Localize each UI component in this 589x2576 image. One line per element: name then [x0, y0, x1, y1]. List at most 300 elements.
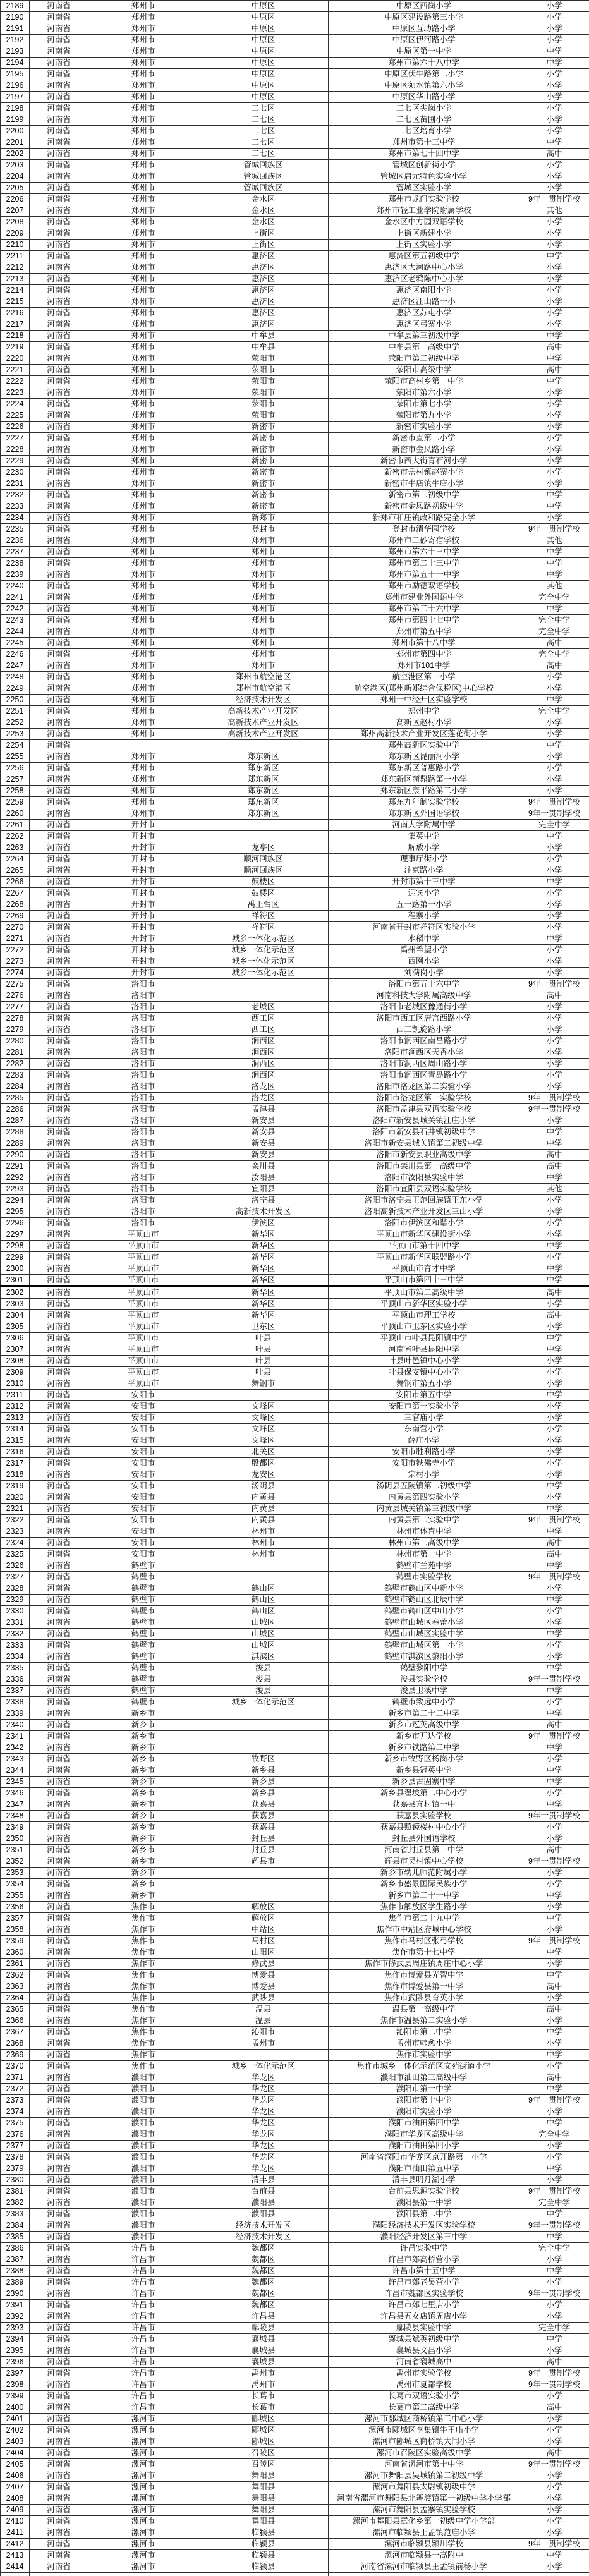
- school-name-cell[interactable]: 郑州市龙门实验学校: [329, 194, 519, 205]
- school-name-cell[interactable]: 安阳市第一实验小学: [329, 1401, 519, 1413]
- row-number-cell[interactable]: 2212: [1, 262, 30, 274]
- district-cell[interactable]: 召陵区: [198, 2459, 329, 2470]
- school-type-cell[interactable]: 9年一贯制学校: [519, 2379, 589, 2391]
- district-cell[interactable]: [198, 1868, 329, 1879]
- school-name-cell[interactable]: 洛阳市第五十六中学: [329, 979, 519, 990]
- district-cell[interactable]: 魏都区: [198, 2266, 329, 2277]
- school-type-cell[interactable]: 9年一贯制学校: [519, 2459, 589, 2470]
- school-type-cell[interactable]: 9年一贯制学校: [519, 2186, 589, 2197]
- province-cell[interactable]: 河南省: [30, 399, 88, 410]
- district-cell[interactable]: 舞阳县: [198, 2482, 329, 2493]
- school-type-cell[interactable]: 小学: [519, 1754, 589, 1765]
- city-cell[interactable]: 郑州市: [88, 422, 198, 433]
- district-cell[interactable]: 郑州市: [198, 660, 329, 672]
- school-type-cell[interactable]: 小学: [519, 2414, 589, 2425]
- district-cell[interactable]: 鹤山区: [198, 1606, 329, 1617]
- school-type-cell[interactable]: 小学: [519, 410, 589, 422]
- school-type-cell[interactable]: 高中: [519, 990, 589, 1002]
- school-name-cell[interactable]: 新郑市和庄镇政和路完全小学: [329, 513, 519, 524]
- row-number-cell[interactable]: 2406: [1, 2470, 30, 2482]
- school-type-cell[interactable]: 小学: [519, 126, 589, 137]
- school-name-cell[interactable]: 鹤壁黎阳中学: [329, 1663, 519, 1674]
- city-cell[interactable]: 漯河市: [88, 2470, 198, 2482]
- province-cell[interactable]: 河南省: [30, 854, 88, 865]
- district-cell[interactable]: 城乡一体化示范区: [198, 956, 329, 968]
- row-number-cell[interactable]: 2395: [1, 2345, 30, 2357]
- city-cell[interactable]: 郑州市: [88, 786, 198, 797]
- school-name-cell[interactable]: 西网小学: [329, 956, 519, 968]
- city-cell[interactable]: 郑州市: [88, 751, 198, 763]
- city-cell[interactable]: 郑州市: [88, 672, 198, 683]
- row-number-cell[interactable]: 2247: [1, 660, 30, 672]
- school-type-cell[interactable]: 中学: [519, 558, 589, 569]
- province-cell[interactable]: 河南省: [30, 1206, 88, 1218]
- school-type-cell[interactable]: 小学: [519, 1651, 589, 1663]
- row-number-cell[interactable]: 2404: [1, 2448, 30, 2459]
- city-cell[interactable]: 郑州市: [88, 376, 198, 387]
- city-cell[interactable]: 洛阳市: [88, 1093, 198, 1104]
- district-cell[interactable]: 荥阳市: [198, 387, 329, 399]
- city-cell[interactable]: 洛阳市: [88, 1081, 198, 1093]
- row-number-cell[interactable]: 2280: [1, 1036, 30, 1047]
- school-name-cell[interactable]: 平顶山市新华区联盟路小学: [329, 1252, 519, 1263]
- row-number-cell[interactable]: 2237: [1, 547, 30, 558]
- row-number-cell[interactable]: 2403: [1, 2436, 30, 2448]
- school-type-cell[interactable]: 小学: [519, 422, 589, 433]
- district-cell[interactable]: 新华区: [198, 1299, 329, 1310]
- city-cell[interactable]: 郑州市: [88, 274, 198, 285]
- province-cell[interactable]: 河南省: [30, 2436, 88, 2448]
- district-cell[interactable]: 清丰县: [198, 2175, 329, 2186]
- school-name-cell[interactable]: 荥阳市高级中学: [329, 365, 519, 376]
- province-cell[interactable]: 河南省: [30, 2425, 88, 2436]
- school-type-cell[interactable]: 小学: [519, 467, 589, 478]
- province-cell[interactable]: 河南省: [30, 1104, 88, 1115]
- district-cell[interactable]: 郑州市: [198, 592, 329, 604]
- province-cell[interactable]: 河南省: [30, 1059, 88, 1070]
- row-number-cell[interactable]: 2374: [1, 2106, 30, 2118]
- city-cell[interactable]: 洛阳市: [88, 1184, 198, 1195]
- district-cell[interactable]: 牧野区: [198, 1754, 329, 1765]
- province-cell[interactable]: 河南省: [30, 1299, 88, 1310]
- district-cell[interactable]: 汤阴县: [198, 1481, 329, 1492]
- row-number-cell[interactable]: 2307: [1, 1344, 30, 1356]
- city-cell[interactable]: 新乡市: [88, 1879, 198, 1890]
- city-cell[interactable]: 鹤壁市: [88, 1640, 198, 1651]
- school-type-cell[interactable]: 高中: [519, 1161, 589, 1172]
- row-number-cell[interactable]: 2370: [1, 2061, 30, 2072]
- province-cell[interactable]: 河南省: [30, 2072, 88, 2084]
- province-cell[interactable]: 河南省: [30, 160, 88, 171]
- row-number-cell[interactable]: 2230: [1, 467, 30, 478]
- school-type-cell[interactable]: 小学: [519, 1024, 589, 1036]
- school-name-cell[interactable]: 内黄县城关镇第三初级中学: [329, 1504, 519, 1515]
- district-cell[interactable]: 新乡县: [198, 1788, 329, 1799]
- school-name-cell[interactable]: 河南科技大学附属高级中学: [329, 990, 519, 1002]
- city-cell[interactable]: 平顶山市: [88, 1333, 198, 1344]
- district-cell[interactable]: 新华区: [198, 1241, 329, 1252]
- school-name-cell[interactable]: 禹州市夏都学校: [329, 2379, 519, 2391]
- province-cell[interactable]: 河南省: [30, 831, 88, 842]
- city-cell[interactable]: 漯河市: [88, 2448, 198, 2459]
- school-type-cell[interactable]: 高中: [519, 2072, 589, 2084]
- school-name-cell[interactable]: 濮阳市油田第四小学: [329, 2141, 519, 2152]
- province-cell[interactable]: 河南省: [30, 2220, 88, 2232]
- school-type-cell[interactable]: 小学: [519, 2425, 589, 2436]
- province-cell[interactable]: 河南省: [30, 2197, 88, 2209]
- province-cell[interactable]: 河南省: [30, 92, 88, 103]
- city-cell[interactable]: 郑州市: [88, 342, 198, 353]
- school-name-cell[interactable]: 鹤壁市兰苑中学: [329, 1560, 519, 1572]
- school-name-cell[interactable]: 迎宾小学: [329, 888, 519, 899]
- school-name-cell[interactable]: 新乡县古固寨中学: [329, 1777, 519, 1788]
- school-name-cell[interactable]: 洛阳市新安县石井镇初级中学: [329, 1127, 519, 1138]
- row-number-cell[interactable]: 2283: [1, 1070, 30, 1081]
- district-cell[interactable]: 汝阳县: [198, 1172, 329, 1184]
- row-number-cell[interactable]: 2234: [1, 513, 30, 524]
- province-cell[interactable]: 河南省: [30, 478, 88, 490]
- row-number-cell[interactable]: 2398: [1, 2379, 30, 2391]
- district-cell[interactable]: 惠济区: [198, 285, 329, 296]
- school-type-cell[interactable]: 小学: [519, 240, 589, 251]
- district-cell[interactable]: 临颍县: [198, 2550, 329, 2561]
- school-type-cell[interactable]: 9年一贯制学校: [519, 1856, 589, 1868]
- school-name-cell[interactable]: 洛阳市伊滨区和谐小学: [329, 1218, 519, 1229]
- row-number-cell[interactable]: 2310: [1, 1378, 30, 1390]
- city-cell[interactable]: 安阳市: [88, 1469, 198, 1481]
- school-name-cell[interactable]: 河南省开封市祥符区实验小学: [329, 922, 519, 933]
- province-cell[interactable]: 河南省: [30, 319, 88, 331]
- province-cell[interactable]: 河南省: [30, 1640, 88, 1651]
- row-number-cell[interactable]: 2326: [1, 1560, 30, 1572]
- school-name-cell[interactable]: 郑州市第四中学: [329, 649, 519, 660]
- district-cell[interactable]: 金水区: [198, 205, 329, 217]
- school-type-cell[interactable]: 小学: [519, 183, 589, 194]
- city-cell[interactable]: 鹤壁市: [88, 1560, 198, 1572]
- province-cell[interactable]: 河南省: [30, 1150, 88, 1161]
- province-cell[interactable]: 河南省: [30, 2266, 88, 2277]
- district-cell[interactable]: 舞阳县: [198, 2505, 329, 2516]
- district-cell[interactable]: 新密市: [198, 422, 329, 433]
- school-type-cell[interactable]: 小学: [519, 1378, 589, 1390]
- school-name-cell[interactable]: 郑州市第十三中学: [329, 137, 519, 149]
- school-name-cell[interactable]: 郑州市二砂寄宿学校: [329, 535, 519, 547]
- school-name-cell[interactable]: 惠济区大河路中心小学: [329, 262, 519, 274]
- city-cell[interactable]: 郑州市: [88, 1, 198, 12]
- school-name-cell[interactable]: 浚县实验学校: [329, 1674, 519, 1686]
- school-name-cell[interactable]: 许昌市郊老吴营小学: [329, 2277, 519, 2288]
- row-number-cell[interactable]: 2372: [1, 2084, 30, 2095]
- district-cell[interactable]: 淇滨区: [198, 1651, 329, 1663]
- row-number-cell[interactable]: 2397: [1, 2368, 30, 2379]
- school-type-cell[interactable]: 高中: [519, 1845, 589, 1856]
- district-cell[interactable]: 林州市: [198, 1526, 329, 1538]
- district-cell[interactable]: 新华区: [198, 1263, 329, 1275]
- district-cell[interactable]: 鹤山区: [198, 1583, 329, 1595]
- city-cell[interactable]: 郑州市: [88, 490, 198, 501]
- district-cell[interactable]: 内黄县: [198, 1492, 329, 1504]
- province-cell[interactable]: 河南省: [30, 1708, 88, 1720]
- province-cell[interactable]: 河南省: [30, 1856, 88, 1868]
- school-name-cell[interactable]: 漯河市召陵区实验高级中学: [329, 2448, 519, 2459]
- school-type-cell[interactable]: 9年一贯制学校: [519, 797, 589, 808]
- province-cell[interactable]: 河南省: [30, 968, 88, 979]
- province-cell[interactable]: 河南省: [30, 1, 88, 12]
- school-name-cell[interactable]: 航空港区(郑州新郑综合保税区)中心学校: [329, 683, 519, 695]
- district-cell[interactable]: 高新技术产业开发区: [198, 717, 329, 729]
- province-cell[interactable]: 河南省: [30, 1674, 88, 1686]
- city-cell[interactable]: 郑州市: [88, 444, 198, 456]
- district-cell[interactable]: 金水区: [198, 217, 329, 228]
- school-name-cell[interactable]: 洛阳市新安县城关镇第二初级中学: [329, 1138, 519, 1150]
- row-number-cell[interactable]: 2337: [1, 1686, 30, 1697]
- school-type-cell[interactable]: 小学: [519, 865, 589, 877]
- province-cell[interactable]: 河南省: [30, 649, 88, 660]
- school-name-cell[interactable]: 内黄县第二实验中学: [329, 1515, 519, 1526]
- row-number-cell[interactable]: 2199: [1, 114, 30, 126]
- school-type-cell[interactable]: 小学: [519, 12, 589, 23]
- row-number-cell[interactable]: 2342: [1, 1742, 30, 1754]
- school-type-cell[interactable]: 中学: [519, 1595, 589, 1606]
- province-cell[interactable]: 河南省: [30, 2163, 88, 2175]
- province-cell[interactable]: 河南省: [30, 933, 88, 945]
- province-cell[interactable]: 河南省: [30, 342, 88, 353]
- row-number-cell[interactable]: 2224: [1, 399, 30, 410]
- school-type-cell[interactable]: 高中: [519, 660, 589, 672]
- school-name-cell[interactable]: 郑州市第四十七中学: [329, 615, 519, 626]
- province-cell[interactable]: 河南省: [30, 217, 88, 228]
- province-cell[interactable]: 河南省: [30, 2106, 88, 2118]
- row-number-cell[interactable]: 2193: [1, 46, 30, 58]
- school-type-cell[interactable]: 小学: [519, 1822, 589, 1833]
- city-cell[interactable]: 新乡市: [88, 1731, 198, 1742]
- school-name-cell[interactable]: 焦作市修武县周庄镇周庄中心小学: [329, 1959, 519, 1970]
- district-cell[interactable]: 解放区: [198, 1913, 329, 1924]
- row-number-cell[interactable]: 2353: [1, 1868, 30, 1879]
- district-cell[interactable]: 新密市: [198, 490, 329, 501]
- school-type-cell[interactable]: 小学: [519, 2561, 589, 2573]
- city-cell[interactable]: 郑州市: [88, 126, 198, 137]
- city-cell[interactable]: 新乡市: [88, 1856, 198, 1868]
- school-name-cell[interactable]: 程寨小学: [329, 911, 519, 922]
- province-cell[interactable]: 河南省: [30, 2175, 88, 2186]
- row-number-cell[interactable]: 2354: [1, 1879, 30, 1890]
- row-number-cell[interactable]: 2361: [1, 1959, 30, 1970]
- school-type-cell[interactable]: 中学: [519, 376, 589, 387]
- district-cell[interactable]: 新密市: [198, 444, 329, 456]
- school-type-cell[interactable]: 高中: [519, 1150, 589, 1161]
- school-type-cell[interactable]: 小学: [519, 1640, 589, 1651]
- province-cell[interactable]: 河南省: [30, 2379, 88, 2391]
- city-cell[interactable]: 许昌市: [88, 2311, 198, 2323]
- province-cell[interactable]: 河南省: [30, 2391, 88, 2402]
- school-name-cell[interactable]: 洛阳市孟津县双语实验学校: [329, 1104, 519, 1115]
- school-type-cell[interactable]: 9年一贯制学校: [519, 2368, 589, 2379]
- row-number-cell[interactable]: 2228: [1, 444, 30, 456]
- province-cell[interactable]: 河南省: [30, 1195, 88, 1206]
- city-cell[interactable]: 平顶山市: [88, 1356, 198, 1367]
- province-cell[interactable]: 河南省: [30, 911, 88, 922]
- district-cell[interactable]: 经济技术开发区: [198, 695, 329, 706]
- row-number-cell[interactable]: 2205: [1, 183, 30, 194]
- city-cell[interactable]: 漯河市: [88, 2561, 198, 2573]
- row-number-cell[interactable]: 2221: [1, 365, 30, 376]
- school-type-cell[interactable]: 小学: [519, 956, 589, 968]
- city-cell[interactable]: 安阳市: [88, 1492, 198, 1504]
- province-cell[interactable]: 河南省: [30, 2345, 88, 2357]
- city-cell[interactable]: 焦作市: [88, 1913, 198, 1924]
- city-cell[interactable]: 鹤壁市: [88, 1606, 198, 1617]
- school-name-cell[interactable]: 长葛市双语实验小学: [329, 2391, 519, 2402]
- city-cell[interactable]: 新乡市: [88, 1890, 198, 1902]
- city-cell[interactable]: 郑州市: [88, 240, 198, 251]
- school-type-cell[interactable]: 中学: [519, 1275, 589, 1287]
- school-name-cell[interactable]: 辉县市吴村镇中心学校: [329, 1856, 519, 1868]
- row-number-cell[interactable]: 2296: [1, 1218, 30, 1229]
- school-name-cell[interactable]: 水稻中学: [329, 933, 519, 945]
- school-type-cell[interactable]: 小学: [519, 729, 589, 740]
- city-cell[interactable]: 漯河市: [88, 2550, 198, 2561]
- row-number-cell[interactable]: 2282: [1, 1059, 30, 1070]
- school-name-cell[interactable]: 许昌市魏都区实验学校: [329, 2288, 519, 2300]
- school-name-cell[interactable]: 孟州市韩愈小学: [329, 2038, 519, 2050]
- province-cell[interactable]: 河南省: [30, 2311, 88, 2323]
- province-cell[interactable]: 河南省: [30, 1538, 88, 1549]
- city-cell[interactable]: 郑州市: [88, 467, 198, 478]
- district-cell[interactable]: 华龙区: [198, 2072, 329, 2084]
- district-cell[interactable]: 封丘县: [198, 1845, 329, 1856]
- row-number-cell[interactable]: 2393: [1, 2323, 30, 2334]
- city-cell[interactable]: 濮阳市: [88, 2186, 198, 2197]
- province-cell[interactable]: 河南省: [30, 1697, 88, 1708]
- school-name-cell[interactable]: 中原区伊河路小学: [329, 35, 519, 46]
- school-type-cell[interactable]: 小学: [519, 171, 589, 183]
- district-cell[interactable]: 博爱县: [198, 1981, 329, 1993]
- school-type-cell[interactable]: 小学: [519, 1617, 589, 1629]
- school-type-cell[interactable]: 9年一贯制学校: [519, 1731, 589, 1742]
- province-cell[interactable]: 河南省: [30, 569, 88, 581]
- row-number-cell[interactable]: 2226: [1, 422, 30, 433]
- city-cell[interactable]: 郑州市: [88, 399, 198, 410]
- district-cell[interactable]: 荥阳市: [198, 399, 329, 410]
- city-cell[interactable]: 焦作市: [88, 2004, 198, 2015]
- school-type-cell[interactable]: 小学: [519, 103, 589, 114]
- row-number-cell[interactable]: 2312: [1, 1401, 30, 1413]
- school-name-cell[interactable]: 洛阳市涧西区南昌路小学: [329, 1036, 519, 1047]
- school-type-cell[interactable]: 中学: [519, 1686, 589, 1697]
- province-cell[interactable]: 河南省: [30, 774, 88, 786]
- district-cell[interactable]: 惠济区: [198, 296, 329, 308]
- school-type-cell[interactable]: 完全中学: [519, 626, 589, 638]
- province-cell[interactable]: 河南省: [30, 331, 88, 342]
- school-type-cell[interactable]: 中学: [519, 353, 589, 365]
- district-cell[interactable]: 殷都区: [198, 1458, 329, 1469]
- school-name-cell[interactable]: 郑州市第二十六中学: [329, 604, 519, 615]
- school-type-cell[interactable]: 小学: [519, 92, 589, 103]
- school-name-cell[interactable]: 鹤壁市淇滨区黎阳小学: [329, 1651, 519, 1663]
- school-name-cell[interactable]: 获嘉县照镜楼村中心小学: [329, 1822, 519, 1833]
- row-number-cell[interactable]: 2338: [1, 1697, 30, 1708]
- school-type-cell[interactable]: 小学: [519, 854, 589, 865]
- school-name-cell[interactable]: 惠济区弓寨小学: [329, 319, 519, 331]
- row-number-cell[interactable]: 2190: [1, 12, 30, 23]
- city-cell[interactable]: 郑州市: [88, 717, 198, 729]
- province-cell[interactable]: 河南省: [30, 1115, 88, 1127]
- province-cell[interactable]: 河南省: [30, 1252, 88, 1263]
- row-number-cell[interactable]: 2252: [1, 717, 30, 729]
- row-number-cell[interactable]: 2260: [1, 808, 30, 820]
- province-cell[interactable]: 河南省: [30, 1959, 88, 1970]
- district-cell[interactable]: 管城回族区: [198, 160, 329, 171]
- row-number-cell[interactable]: 2368: [1, 2038, 30, 2050]
- school-type-cell[interactable]: 中学: [519, 1127, 589, 1138]
- school-type-cell[interactable]: 小学: [519, 1321, 589, 1333]
- city-cell[interactable]: 鹤壁市: [88, 1674, 198, 1686]
- province-cell[interactable]: 河南省: [30, 763, 88, 774]
- province-cell[interactable]: 河南省: [30, 1731, 88, 1742]
- school-type-cell[interactable]: 小学: [519, 1218, 589, 1229]
- school-type-cell[interactable]: 高中: [519, 1287, 589, 1299]
- district-cell[interactable]: 二七区: [198, 137, 329, 149]
- city-cell[interactable]: 洛阳市: [88, 1059, 198, 1070]
- city-cell[interactable]: 平顶山市: [88, 1287, 198, 1299]
- province-cell[interactable]: 河南省: [30, 69, 88, 80]
- school-name-cell[interactable]: 洛阳高新技术产业开发区三山小学: [329, 1206, 519, 1218]
- city-cell[interactable]: 鹤壁市: [88, 1617, 198, 1629]
- province-cell[interactable]: 河南省: [30, 1833, 88, 1845]
- district-cell[interactable]: 鼓楼区: [198, 888, 329, 899]
- city-cell[interactable]: 洛阳市: [88, 1195, 198, 1206]
- school-name-cell[interactable]: 管城区启元特色实验小学: [329, 171, 519, 183]
- district-cell[interactable]: 郑州市航空港区: [198, 683, 329, 695]
- school-name-cell[interactable]: 漯河市舞阳县章化乡第一初级中学小学部: [329, 2516, 519, 2527]
- city-cell[interactable]: 平顶山市: [88, 1252, 198, 1263]
- province-cell[interactable]: 河南省: [30, 1218, 88, 1229]
- province-cell[interactable]: 河南省: [30, 2288, 88, 2300]
- school-name-cell[interactable]: 新乡市开达学校: [329, 1731, 519, 1742]
- row-number-cell[interactable]: 2201: [1, 137, 30, 149]
- district-cell[interactable]: 沁阳市: [198, 2027, 329, 2038]
- district-cell[interactable]: 濮阳县: [198, 2197, 329, 2209]
- city-cell[interactable]: 许昌市: [88, 2254, 198, 2266]
- district-cell[interactable]: 荥阳市: [198, 365, 329, 376]
- city-cell[interactable]: 许昌市: [88, 2288, 198, 2300]
- school-type-cell[interactable]: 小学: [519, 1195, 589, 1206]
- school-name-cell[interactable]: 郑州市第十八中学: [329, 638, 519, 649]
- district-cell[interactable]: 栾川县: [198, 1161, 329, 1172]
- city-cell[interactable]: 濮阳市: [88, 2106, 198, 2118]
- province-cell[interactable]: 河南省: [30, 1081, 88, 1093]
- school-name-cell[interactable]: 平顶山市第二高级中学: [329, 1287, 519, 1299]
- province-cell[interactable]: 河南省: [30, 240, 88, 251]
- city-cell[interactable]: 开封市: [88, 831, 198, 842]
- row-number-cell[interactable]: 2409: [1, 2505, 30, 2516]
- school-type-cell[interactable]: 小学: [519, 1002, 589, 1013]
- row-number-cell[interactable]: 2305: [1, 1321, 30, 1333]
- row-number-cell[interactable]: 2304: [1, 1310, 30, 1321]
- province-cell[interactable]: 河南省: [30, 1799, 88, 1811]
- city-cell[interactable]: 郑州市: [88, 626, 198, 638]
- row-number-cell[interactable]: 2396: [1, 2357, 30, 2368]
- row-number-cell[interactable]: 2203: [1, 160, 30, 171]
- row-number-cell[interactable]: 2336: [1, 1674, 30, 1686]
- school-type-cell[interactable]: 小学: [519, 2175, 589, 2186]
- row-number-cell[interactable]: 2382: [1, 2197, 30, 2209]
- row-number-cell[interactable]: 2407: [1, 2482, 30, 2493]
- city-cell[interactable]: 开封市: [88, 865, 198, 877]
- district-cell[interactable]: 舞阳县: [198, 2470, 329, 2482]
- district-cell[interactable]: 魏都区: [198, 2243, 329, 2254]
